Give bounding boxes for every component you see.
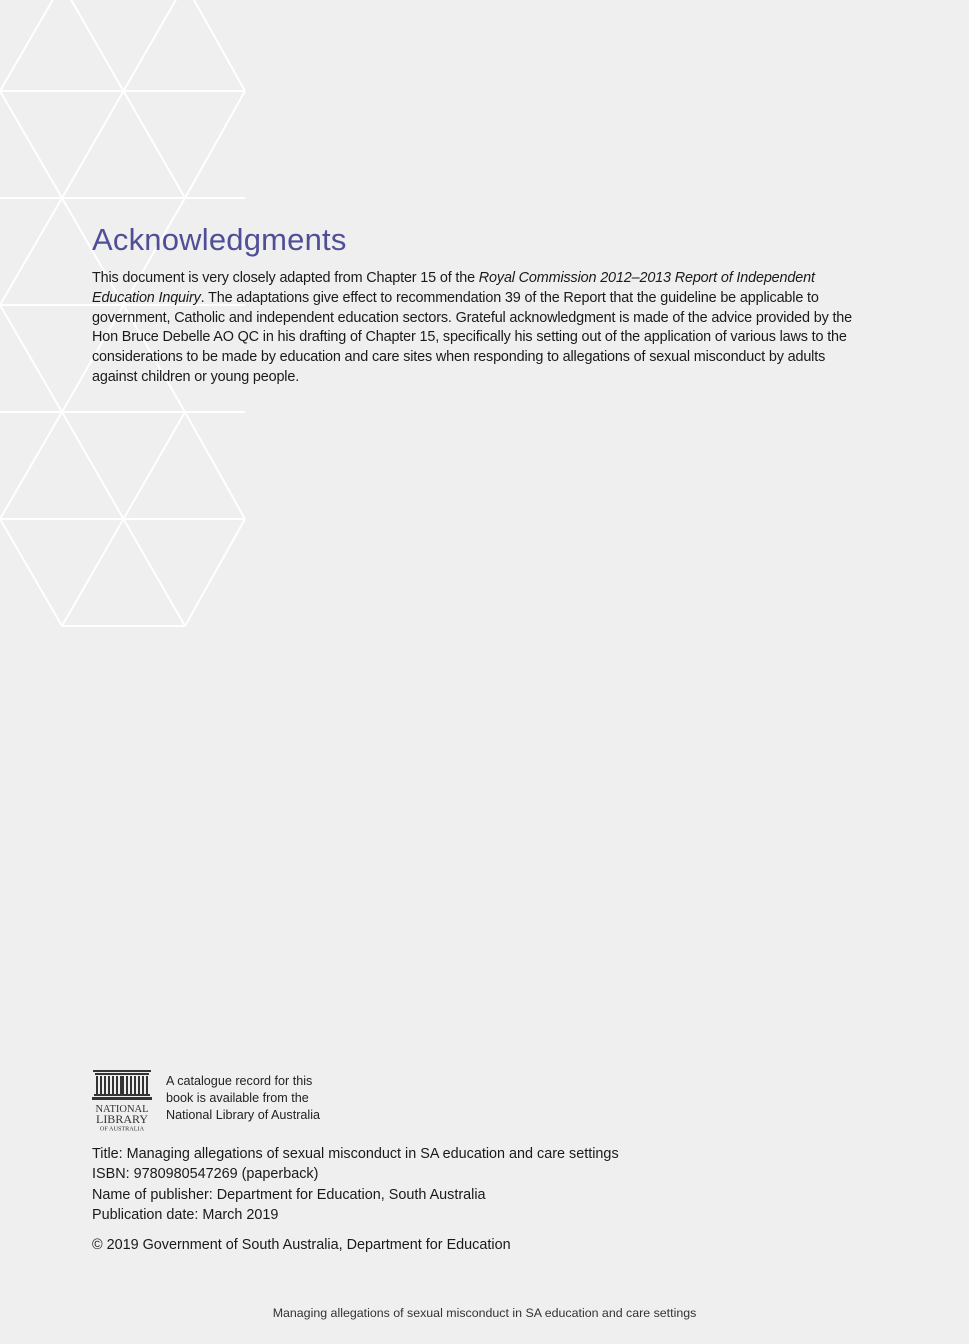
acknowledgment-rest: . The adaptations give effect to recommendation 39 of the Report that the guideline be applicable to government, Catholic and independent education sectors. Grateful acknowledgment is made of the advice provided by the Hon Bruce Debelle AO QC in his drafting of Chapter 15, specifically his setting out of the application of various laws to the considerations to be made by education and care sites when responding to allegations of sexual misconduct by adults against children or young people. <box>92 289 853 385</box>
logo-text-national: NATIONAL <box>95 1104 149 1115</box>
nla-text-line-1: A catalogue record for this <box>166 1074 313 1088</box>
publication-date: Publication date: March 2019 <box>92 1207 279 1224</box>
acknowledgment-paragraph <box>92 269 862 388</box>
page-heading: Acknowledgments <box>92 222 347 257</box>
publication-title: Title: Managing allegations of sexual misconduct in SA education and care settings <box>92 1146 619 1162</box>
nla-catalogue-block <box>92 1070 492 1132</box>
acknowledgment-intro: This document is very closely adapted from Chapter 15 of the <box>92 270 479 286</box>
page-footer: Managing allegations of sexual misconduct in SA education and care settings <box>272 1306 697 1320</box>
nla-text-line-2: book is available from the <box>166 1091 309 1105</box>
publication-publisher: Name of publisher: Department for Education, South Australia <box>92 1186 486 1203</box>
logo-text-library: LIBRARY <box>95 1112 149 1126</box>
report-title: Royal Commission 2012–2013 Report of Independent Education Inquiry <box>92 270 815 306</box>
nla-text-line-3: National Library of Australia <box>166 1108 321 1122</box>
logo-text-of-australia: OF AUSTRALIA <box>99 1125 145 1132</box>
nla-catalogue-text <box>166 1073 426 1124</box>
publication-details <box>92 1144 792 1226</box>
copyright-notice: © 2019 Government of South Australia, Department for Education <box>92 1237 511 1253</box>
publication-isbn: ISBN: 9780980547269 (paperback) <box>92 1166 319 1183</box>
national-library-logo <box>92 1070 152 1132</box>
